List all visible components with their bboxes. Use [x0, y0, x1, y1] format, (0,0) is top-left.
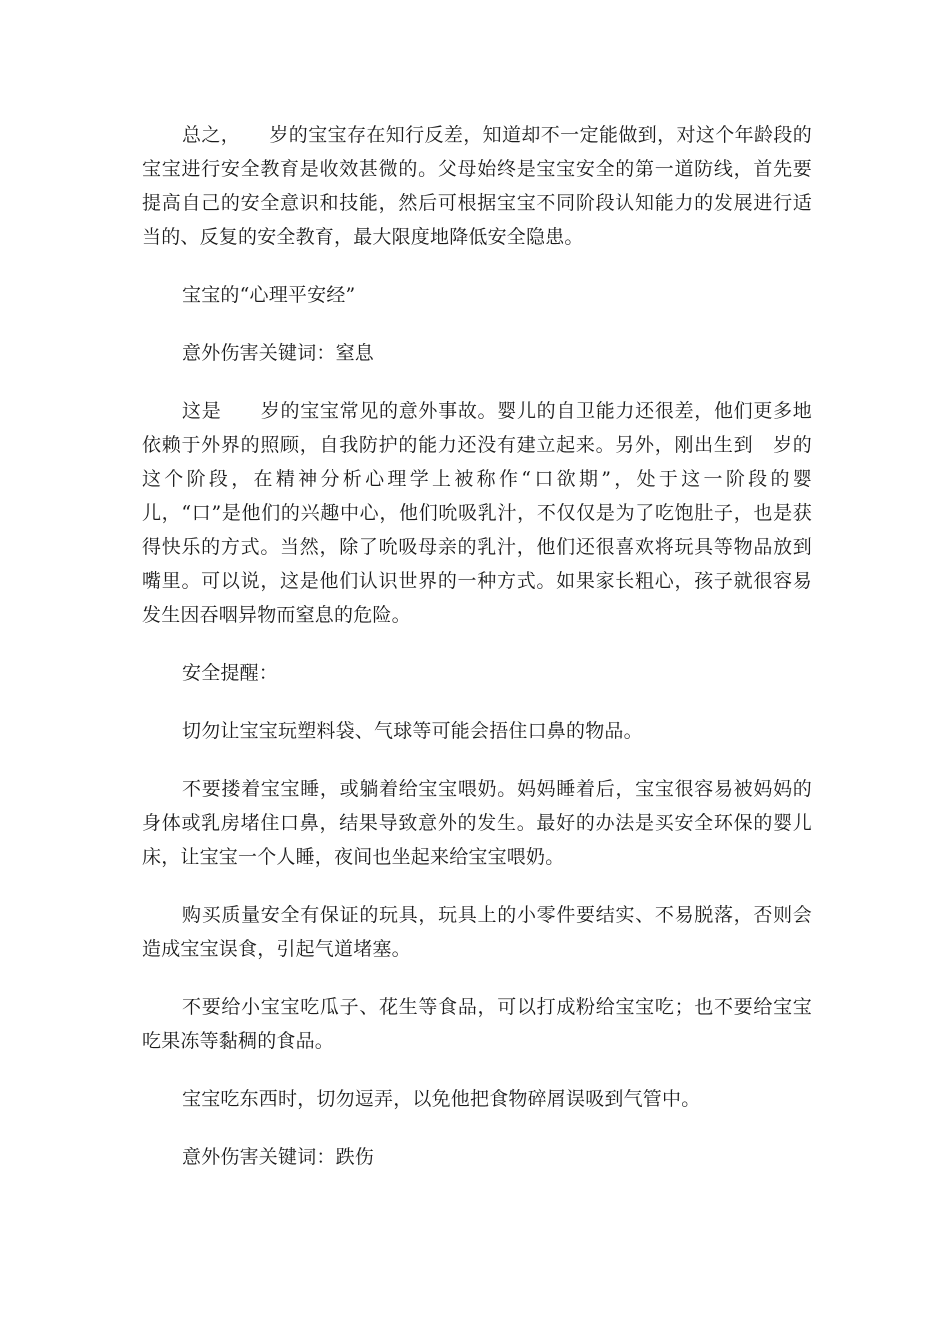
paragraph-suffocation-explanation: 这是 岁的宝宝常见的意外事故。婴儿的自卫能力还很差，他们更多地依赖于外界的照顾，自我防护的能力还没有建立起来。另外，刚出生到 岁的这个阶段，在精神分析心理学上被称作“口欲期”，处于这一阶段的婴儿，“口”是他们的兴趣中心，他们吮吸乳汁，不仅仅是为了吃饱肚子，也是获得快乐的方式。当然，除了吮吸母亲的乳汁，他们还很喜欢将玩具等物品放到嘴里。可以说，这是他们认识世界的一种方式。如果家长粗心，孩子就很容易发生因吞咽异物而窒息的危险。 — [142, 400, 812, 626]
tip-eating: 宝宝吃东西时，切勿逗弄，以免他把食物碎屑误吸到气管中。 — [182, 1088, 701, 1110]
safety-reminder-heading: 安全提醒： — [182, 662, 279, 684]
tip-sleeping: 不要搂着宝宝睡，或躺着给宝宝喂奶。妈妈睡着后，宝宝很容易被妈妈的身体或乳房堵住口鼻，结果导致意外的发生。最好的办法是买安全环保的婴儿床，让宝宝一个人睡，夜间也坐起来给宝宝喂奶。 — [142, 778, 812, 868]
section-title-psychology: 宝宝的“心理平安经” — [182, 284, 356, 306]
tip-plastic-bags: 切勿让宝宝玩塑料袋、气球等可能会捂住口鼻的物品。 — [182, 720, 643, 742]
keyword-heading-suffocation: 意外伤害关键词：窒息 — [182, 342, 375, 364]
paragraph-summary: 总之， 岁的宝宝存在知行反差，知道却不一定能做到，对这个年龄段的宝宝进行安全教育是收效甚微的。父母始终是宝宝安全的第一道防线，首先要提高自己的安全意识和技能，然后可根据宝宝不同阶段认知能力的发展进行适当的、反复的安全教育，最大限度地降低安全隐患。 — [142, 124, 812, 248]
tip-toys: 购买质量安全有保证的玩具，玩具上的小零件要结实、不易脱落，否则会造成宝宝误食，引起气道堵塞。 — [142, 904, 812, 960]
document-body — [142, 118, 812, 1198]
tip-food: 不要给小宝宝吃瓜子、花生等食品，可以打成粉给宝宝吃；也不要给宝宝吃果冻等黏稠的食品。 — [142, 996, 812, 1052]
keyword-heading-falls: 意外伤害关键词：跌伤 — [182, 1146, 375, 1168]
